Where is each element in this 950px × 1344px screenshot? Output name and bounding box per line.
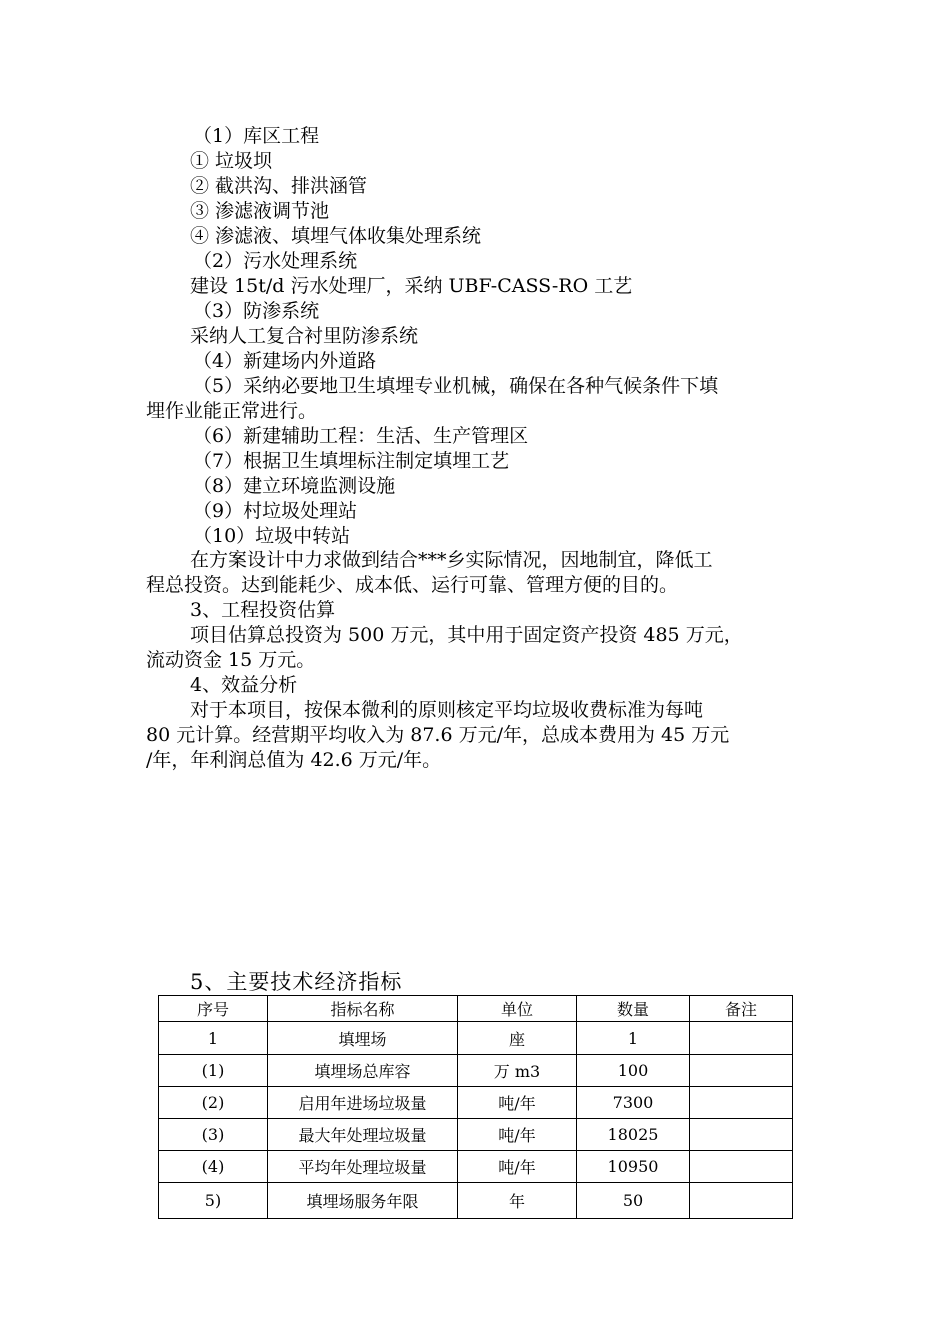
list-item: ② 截洪沟、排洪涵管: [190, 175, 368, 197]
table-cell: 万 m3: [458, 1055, 577, 1087]
section-heading-transfer-station: （10）垃圾中转站: [193, 525, 351, 547]
table-cell: 最大年处理垃圾量: [268, 1119, 458, 1151]
paragraph-line: /年，年利润总值为 42.6 万元/年。: [146, 749, 442, 771]
table-row: [159, 1183, 793, 1219]
table-cell: 填埋场: [268, 1022, 458, 1055]
section-heading-benefit: 4、效益分析: [190, 674, 298, 696]
paragraph-line: 埋作业能正常进行。: [146, 400, 318, 422]
section-heading-sewage: （2）污水处理系统: [193, 250, 358, 272]
table-header-cell: 备注: [690, 996, 793, 1022]
section-heading-machinery: （5）采纳必要地卫生填埋专业机械，确保在各种气候条件下填: [193, 375, 719, 397]
table-cell: 7300: [577, 1087, 690, 1119]
table-cell: 平均年处理垃圾量: [268, 1151, 458, 1183]
table-cell: (4): [159, 1151, 268, 1183]
paragraph-line: 建设 15t/d 污水处理厂，采纳 UBF-CASS-RO 工艺: [190, 275, 633, 297]
table-cell: [690, 1055, 793, 1087]
paragraph-line: 在方案设计中力求做到结合***乡实际情况，因地制宜，降低工: [190, 549, 713, 571]
section-heading-process: （7）根据卫生填埋标注制定填埋工艺: [193, 450, 510, 472]
table-header-row: [159, 996, 793, 1022]
table-cell: (1): [159, 1055, 268, 1087]
table-row: [159, 1087, 793, 1119]
table-cell: (2): [159, 1087, 268, 1119]
table-cell: [690, 1087, 793, 1119]
table-row: [159, 1119, 793, 1151]
table-header-cell: 数量: [577, 996, 690, 1022]
table-cell: 填埋场总库容: [268, 1055, 458, 1087]
section-heading-village-station: （9）村垃圾处理站: [193, 500, 358, 522]
table-cell: 50: [577, 1183, 690, 1219]
table-cell: 座: [458, 1022, 577, 1055]
paragraph-line: 项目估算总投资为 500 万元，其中用于固定资产投资 485 万元，: [190, 624, 743, 646]
section-heading-seepage: （3）防渗系统: [193, 300, 320, 322]
table-cell: [690, 1151, 793, 1183]
list-item: ③ 渗滤液调节池: [190, 200, 330, 222]
table-header-cell: 单位: [458, 996, 577, 1022]
section-heading-monitoring: （8）建立环境监测设施: [193, 475, 396, 497]
table-cell: 吨/年: [458, 1119, 577, 1151]
table-cell: 100: [577, 1055, 690, 1087]
section-heading-roads: （4）新建场内外道路: [193, 350, 377, 372]
table-cell: 18025: [577, 1119, 690, 1151]
section-heading-reservoir: （1）库区工程: [193, 125, 320, 147]
section-heading-investment: 3、工程投资估算: [190, 599, 336, 621]
paragraph-line: 80 元计算。经营期平均收入为 87.6 万元/年，总成本费用为 45 万元: [146, 724, 730, 746]
table-cell: [690, 1183, 793, 1219]
paragraph-line: 流动资金 15 万元。: [146, 649, 316, 671]
table-cell: 1: [159, 1022, 268, 1055]
table-cell: [690, 1022, 793, 1055]
table-header-cell: 序号: [159, 996, 268, 1022]
table-row: [159, 1151, 793, 1183]
list-item: ① 垃圾坝: [190, 150, 273, 172]
table-cell: 5): [159, 1183, 268, 1219]
table-cell: 吨/年: [458, 1151, 577, 1183]
paragraph-line: 程总投资。达到能耗少、成本低、运行可靠、管理方便的目的。: [146, 574, 679, 596]
table-cell: 填埋场服务年限: [268, 1183, 458, 1219]
list-item: ④ 渗滤液、填埋气体收集处理系统: [190, 225, 482, 247]
section-heading-auxiliary: （6）新建辅助工程：生活、生产管理区: [193, 425, 529, 447]
table-cell: [690, 1119, 793, 1151]
table-cell: 启用年进场垃圾量: [268, 1087, 458, 1119]
table-cell: 10950: [577, 1151, 690, 1183]
paragraph-line: 对于本项目，按保本微利的原则核定平均垃圾收费标准为每吨: [190, 699, 704, 721]
indicator-table: [158, 995, 793, 1219]
table-row: [159, 1055, 793, 1087]
table-title: 5、主要技术经济指标: [190, 970, 403, 994]
table-cell: 1: [577, 1022, 690, 1055]
paragraph-line: 采纳人工复合衬里防渗系统: [190, 325, 419, 347]
table-row: [159, 1022, 793, 1055]
table-cell: (3): [159, 1119, 268, 1151]
table-cell: 吨/年: [458, 1087, 577, 1119]
table-header-cell: 指标名称: [268, 996, 458, 1022]
table-cell: 年: [458, 1183, 577, 1219]
